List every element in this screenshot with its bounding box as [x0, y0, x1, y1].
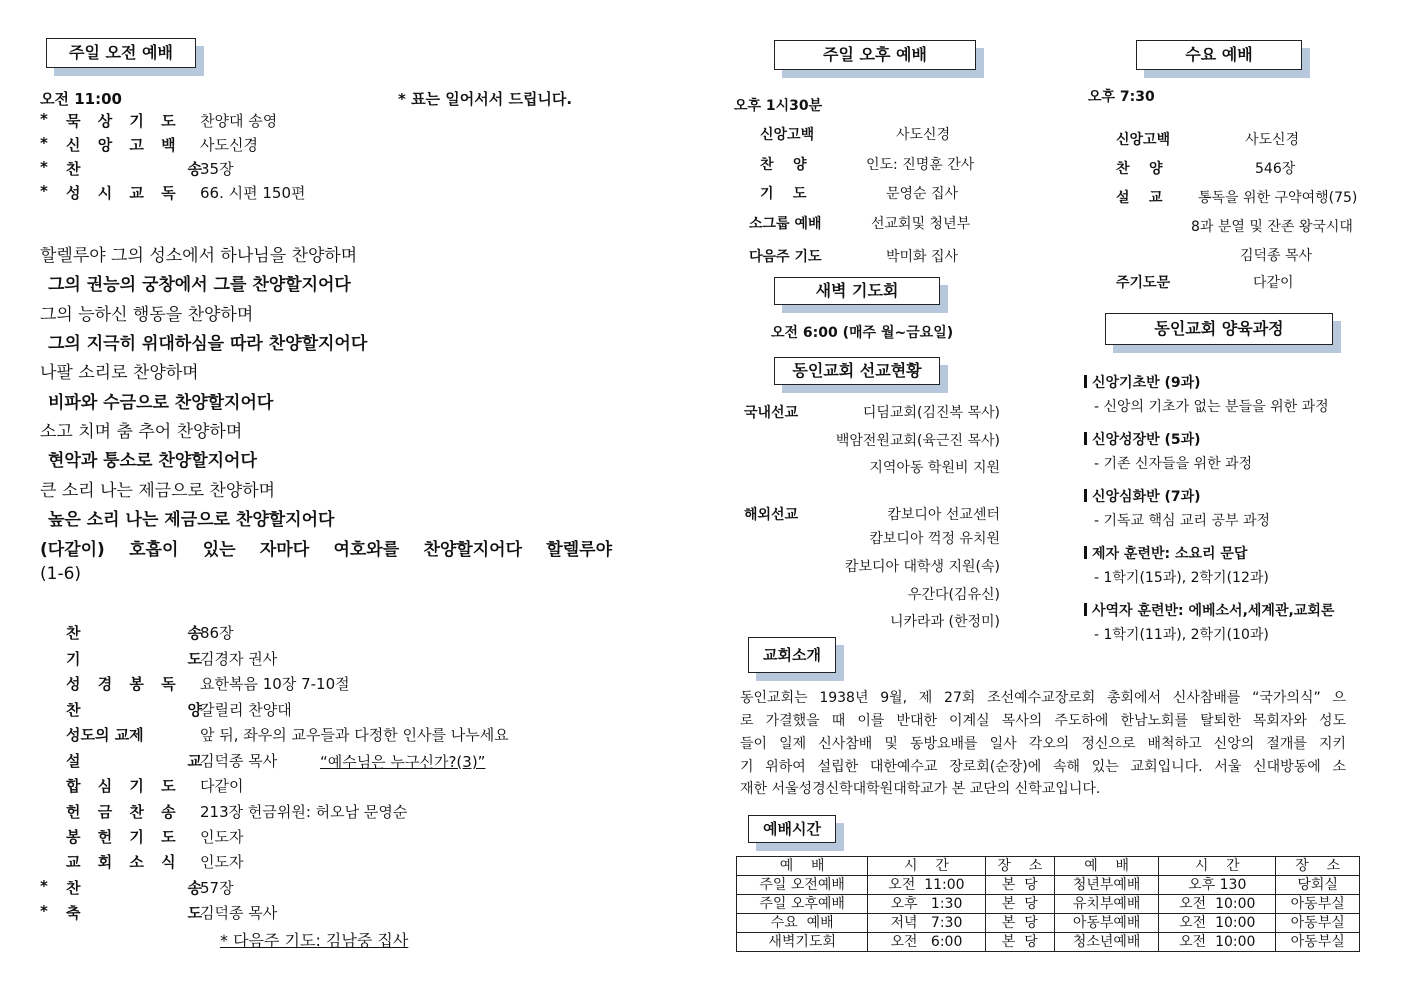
- psalm-line: 그의 능하신 행동을 찬양하며: [40, 305, 254, 325]
- domestic-mission-label: 국내선교: [744, 405, 799, 421]
- afternoon-label: 기 도: [760, 186, 807, 202]
- course-bullet-icon: [1084, 489, 1087, 502]
- psalm-line: (다같이) 호흡이 있는 자마다 여호와를 찬양할지어다 할렐루야: [40, 540, 612, 560]
- order-value: 앞 뒤, 좌우의 교우들과 다정한 인사를 나누세요: [200, 726, 509, 744]
- order-label: 성도의 교제: [66, 726, 144, 744]
- dawn-prayer-header: 새벽 기도회: [774, 277, 940, 305]
- course-description: - 1학기(11과), 2학기(10과): [1094, 627, 1269, 643]
- intro-line: 들이 일제 신사참배 및 동방요배를 일사 각오의 정신으로 배척하고 신앙의 절개를 지키: [740, 736, 1346, 752]
- schedule-row: [737, 876, 1360, 895]
- order-mark: *: [40, 877, 48, 895]
- psalm-line: 그의 권능의 궁창에서 그를 찬양할지어다: [48, 275, 351, 295]
- schedule-cell: 주일 오후예배: [737, 895, 868, 914]
- order-value: 다같이: [200, 777, 244, 795]
- psalm-line: 큰 소리 나는 제금으로 찬양하며: [40, 481, 276, 501]
- afternoon-value: 사도신경: [896, 127, 951, 143]
- schedule-cell: 아동부예배: [1055, 914, 1159, 933]
- sermon-title: “예수님은 누구신가?(3)”: [320, 753, 486, 771]
- wed-sermon-line-1: 통독을 위한 구약여행(75): [1198, 190, 1358, 206]
- order-value: 김덕종 목사: [200, 904, 278, 922]
- order-mark: *: [40, 110, 48, 128]
- course-title: [1084, 543, 1247, 563]
- overseas-mission-item: 캄보디아 꺽정 유치원: [869, 531, 1000, 547]
- psalm-line: 그의 지극히 위대하심을 따라 찬양할지어다: [48, 334, 368, 354]
- afternoon-label: 찬 양: [760, 157, 807, 173]
- intro-line: 재한 서울성경신학대학원대학교가 본 교단의 신학교입니다.: [740, 781, 1101, 797]
- order-value: 요한복음 10장 7-10절: [200, 675, 350, 693]
- schedule-table: [736, 856, 1360, 952]
- wed-lords-prayer-label: 주기도문: [1116, 275, 1171, 291]
- course-description: - 1학기(15과), 2학기(12과): [1094, 570, 1269, 586]
- psalm-line: 현악과 퉁소로 찬양할지어다: [48, 451, 257, 471]
- morning-service-header: 주일 오전 예배: [46, 38, 196, 68]
- order-label: 봉 헌 기 도: [66, 828, 182, 846]
- order-mark: *: [40, 182, 48, 200]
- afternoon-value: 문영순 집사: [886, 186, 959, 202]
- order-label: 찬 송: [66, 160, 208, 178]
- education-header: 동인교회 양육과정: [1105, 313, 1333, 345]
- afternoon-service-time: 오후 1시30분: [734, 98, 823, 114]
- course-bullet-icon: [1084, 603, 1087, 616]
- course-title-text: 제자 훈련반: 소요리 문답: [1092, 546, 1248, 562]
- schedule-cell: 본 당: [985, 876, 1055, 895]
- wed-sermon-line-3: 김덕종 목사: [1240, 248, 1313, 264]
- psalm-line: (1-6): [40, 564, 82, 584]
- overseas-mission-item: 니카라과 (한정미): [889, 614, 1000, 630]
- wed-lords-prayer-value: 다같이: [1253, 275, 1294, 291]
- order-label: 합 심 기 도: [66, 777, 182, 795]
- order-value: 갈릴리 찬양대: [200, 701, 292, 719]
- overseas-mission-item: 우간다(김유신): [907, 587, 1000, 603]
- order-value: 김경자 권사: [200, 650, 278, 668]
- order-value: 57장: [200, 879, 234, 897]
- order-label: 찬 송: [66, 879, 208, 897]
- schedule-cell: 본 당: [985, 933, 1055, 952]
- schedule-header-row: [737, 857, 1360, 876]
- order-value: 66. 시편 150편: [200, 184, 306, 202]
- schedule-cell: 청년부예배: [1055, 876, 1159, 895]
- schedule-column-header: 시 간: [1159, 857, 1276, 876]
- domestic-mission-item: 디딤교회(김진복 목사): [862, 405, 1000, 421]
- wed-creed-label: 신앙고백: [1116, 132, 1171, 148]
- afternoon-label: 다음주 기도: [749, 249, 822, 265]
- schedule-column-header: 예 배: [737, 857, 868, 876]
- schedule-cell: 본 당: [985, 895, 1055, 914]
- intro-line: 기 위하여 설립한 대한예수교 장로회(순장)에 속해 있는 교회입니다. 서울 신대방동에 소: [740, 759, 1346, 775]
- order-value: 86장: [200, 624, 234, 642]
- overseas-mission-item: 캄보디아 대학생 지원(속): [844, 559, 1000, 575]
- wed-sermon-line-2: 8과 분열 및 잔존 왕국시대: [1191, 219, 1353, 235]
- intro-line: 로 가결했을 때 이를 반대한 이계실 목사의 주도하에 한남노회를 탈퇴한 목회자와 성도: [740, 713, 1346, 729]
- order-value: 김덕종 목사: [200, 752, 278, 770]
- schedule-cell: 유치부예배: [1055, 895, 1159, 914]
- afternoon-value: 인도: 진명훈 간사: [866, 157, 975, 173]
- schedule-cell: 오전 10:00: [1159, 895, 1276, 914]
- order-label: 묵 상 기 도: [66, 112, 182, 130]
- mission-header: 동인교회 선교현황: [774, 357, 940, 385]
- course-title: [1084, 486, 1201, 506]
- schedule-row: [737, 895, 1360, 914]
- wednesday-service-time: 오후 7:30: [1088, 89, 1155, 105]
- order-value: 찬양대 송영: [200, 112, 278, 130]
- schedule-cell: 아동부실: [1276, 914, 1360, 933]
- overseas-mission-label: 해외선교: [744, 507, 799, 523]
- course-bullet-icon: [1084, 546, 1087, 559]
- order-label: 성 시 교 독: [66, 184, 182, 202]
- afternoon-service-header: 주일 오후 예배: [774, 40, 976, 70]
- church-intro-header: 교회소개: [748, 637, 836, 673]
- psalm-line: 높은 소리 나는 제금으로 찬양할지어다: [48, 510, 335, 530]
- wednesday-service-header: 수요 예배: [1136, 40, 1302, 70]
- course-title: [1084, 372, 1201, 392]
- schedule-cell: 오전 11:00: [868, 876, 985, 895]
- order-label: 성 경 봉 독: [66, 675, 182, 693]
- course-description: - 기존 신자들을 위한 과정: [1094, 456, 1253, 472]
- schedule-column-header: 장 소: [985, 857, 1055, 876]
- psalm-line: 비파와 수금으로 찬양할지어다: [48, 393, 274, 413]
- schedule-cell: 청소년예배: [1055, 933, 1159, 952]
- course-bullet-icon: [1084, 375, 1087, 388]
- order-label: 신 앙 고 백: [66, 136, 182, 154]
- schedule-column-header: 장 소: [1276, 857, 1360, 876]
- course-title-text: 신앙성장반 (5과): [1092, 432, 1201, 448]
- order-label: 교 회 소 식: [66, 853, 182, 871]
- order-label: 축 도: [66, 904, 208, 922]
- psalm-line: 소고 치며 춤 추어 찬양하며: [40, 422, 243, 442]
- schedule-column-header: 예 배: [1055, 857, 1159, 876]
- schedule-cell: 본 당: [985, 914, 1055, 933]
- afternoon-value: 박미화 집사: [886, 249, 959, 265]
- order-label: 설 교: [66, 752, 208, 770]
- order-mark: *: [40, 158, 48, 176]
- overseas-mission-item: 캄보디아 선교센터: [887, 507, 1000, 523]
- course-bullet-icon: [1084, 432, 1087, 445]
- order-label: 찬 양: [66, 701, 208, 719]
- intro-line: 동인교회는 1938년 9월, 제 27회 조선예수교장로회 총회에서 신사참배를 “국가의식” 으: [740, 690, 1346, 706]
- schedule-cell: 오후 130: [1159, 876, 1276, 895]
- order-mark: *: [40, 902, 48, 920]
- order-value: 사도신경: [200, 136, 258, 154]
- domestic-mission-item: 백암전원교회(육근진 목사): [835, 433, 1000, 449]
- order-value: 35장: [200, 160, 234, 178]
- psalm-line: 나팔 소리로 찬양하며: [40, 363, 199, 383]
- order-label: 찬 송: [66, 624, 208, 642]
- order-label: 헌 금 찬 송: [66, 803, 182, 821]
- psalm-line: 할렐루야 그의 성소에서 하나님을 찬양하며: [40, 246, 358, 266]
- afternoon-label: 신앙고백: [760, 127, 815, 143]
- schedule-cell: 아동부실: [1276, 933, 1360, 952]
- schedule-cell: 오전 6:00: [868, 933, 985, 952]
- domestic-mission-item: 지역아동 학원비 지원: [869, 460, 1000, 476]
- order-value: 213장 헌금위원: 허오남 문영순: [200, 803, 408, 821]
- order-label: 기 도: [66, 650, 208, 668]
- course-title: [1084, 429, 1201, 449]
- schedule-cell: 주일 오전예배: [737, 876, 868, 895]
- schedule-cell: 오전 10:00: [1159, 914, 1276, 933]
- schedule-cell: 오전 10:00: [1159, 933, 1276, 952]
- schedule-cell: 오후 1:30: [868, 895, 985, 914]
- afternoon-value: 선교회및 청년부: [871, 216, 971, 232]
- course-description: - 기독교 핵심 교리 공부 과정: [1094, 513, 1271, 529]
- dawn-prayer-time: 오전 6:00 (매주 월~금요일): [771, 325, 954, 341]
- course-description: - 신앙의 기초가 없는 분들을 위한 과정: [1094, 399, 1329, 415]
- course-title-text: 신앙기초반 (9과): [1092, 375, 1201, 391]
- schedule-cell: 새벽기도회: [737, 933, 868, 952]
- wed-hymn-value: 546장: [1255, 161, 1296, 177]
- order-mark: *: [40, 134, 48, 152]
- schedule-row: [737, 914, 1360, 933]
- course-title-text: 사역자 훈련반: 에베소서,세계관,교회론: [1092, 603, 1335, 619]
- schedule-cell: 저녁 7:30: [868, 914, 985, 933]
- order-value: 인도자: [200, 853, 244, 871]
- course-title: [1084, 600, 1334, 620]
- wed-hymn-label: 찬 양: [1116, 161, 1163, 177]
- schedule-header: 예배시간: [748, 815, 836, 843]
- standing-note: * 표는 일어서서 드립니다.: [398, 90, 573, 108]
- wed-sermon-label: 설 교: [1116, 190, 1163, 206]
- afternoon-label: 소그룹 예배: [749, 216, 822, 232]
- schedule-cell: 아동부실: [1276, 895, 1360, 914]
- next-week-prayer: * 다음주 기도: 김남중 집사: [220, 931, 409, 950]
- schedule-row: [737, 933, 1360, 952]
- order-value: 인도자: [200, 828, 244, 846]
- course-title-text: 신앙심화반 (7과): [1092, 489, 1201, 505]
- schedule-cell: 수요 예배: [737, 914, 868, 933]
- morning-service-time: 오전 11:00: [40, 90, 122, 108]
- schedule-cell: 당회실: [1276, 876, 1360, 895]
- schedule-column-header: 시 간: [868, 857, 985, 876]
- wed-creed-value: 사도신경: [1245, 132, 1300, 148]
